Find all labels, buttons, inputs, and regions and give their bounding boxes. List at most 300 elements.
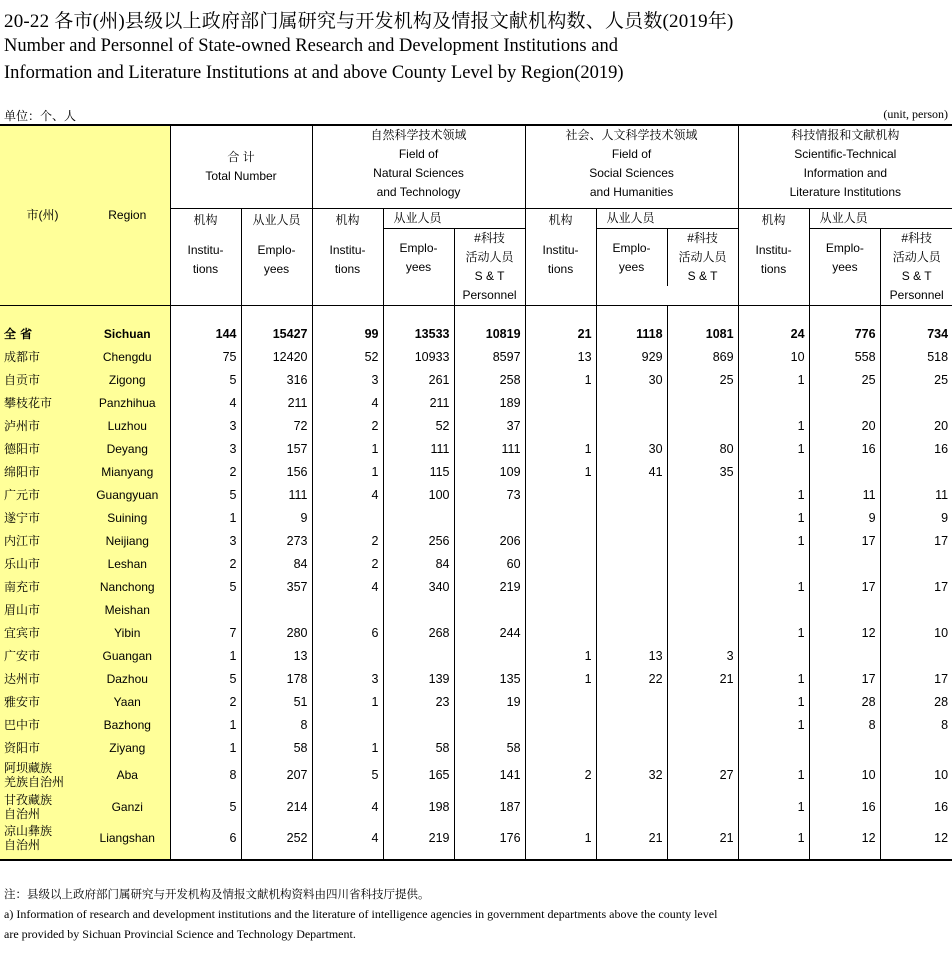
header-info-cn: 科技情报和文献机构	[791, 128, 900, 142]
cell-value	[596, 598, 667, 621]
cell-value	[667, 713, 738, 736]
cell-value: 58	[241, 736, 312, 759]
header-natural	[312, 125, 525, 209]
cell-value: 268	[383, 621, 454, 644]
cell-value	[525, 506, 596, 529]
cell-value	[667, 598, 738, 621]
region-name-cn: 全 省	[0, 322, 85, 345]
cell-value: 1	[312, 736, 383, 759]
cell-value	[880, 644, 952, 667]
cell-value	[525, 621, 596, 644]
cell-value	[667, 690, 738, 713]
header-social-en2: Social Sciences	[589, 166, 674, 180]
cell-value: 207	[241, 759, 312, 791]
cell-value: 10	[880, 621, 952, 644]
cell-value	[525, 736, 596, 759]
cell-value: 72	[241, 414, 312, 437]
cell-value	[383, 506, 454, 529]
table-row	[0, 322, 952, 345]
cell-value	[525, 713, 596, 736]
cell-value: 1	[525, 667, 596, 690]
table-row	[0, 552, 952, 575]
cell-value: 5	[170, 368, 241, 391]
cell-value	[525, 552, 596, 575]
cell-value: 21	[667, 823, 738, 860]
cell-value: 13	[525, 345, 596, 368]
header-social-en3: and Humanities	[589, 185, 674, 199]
cell-value: 189	[454, 391, 525, 414]
table-row	[0, 759, 952, 791]
cell-value: 9	[809, 506, 880, 529]
cell-value	[809, 391, 880, 414]
table-row	[0, 391, 952, 414]
cell-value: 3	[312, 368, 383, 391]
cell-value: 10	[880, 759, 952, 791]
region-name-en: Leshan	[85, 552, 170, 575]
cell-value	[809, 460, 880, 483]
cell-value: 1	[170, 713, 241, 736]
cell-value: 16	[809, 437, 880, 460]
cell-value: 518	[880, 345, 952, 368]
table-row	[0, 667, 952, 690]
cell-value: 10	[809, 759, 880, 791]
cell-value	[596, 575, 667, 598]
header-info-en2: Information and	[803, 166, 888, 180]
cell-value: 261	[383, 368, 454, 391]
region-name-cn: 资阳市	[0, 736, 85, 759]
cell-value: 16	[880, 437, 952, 460]
cell-value: 157	[241, 437, 312, 460]
cell-value	[667, 529, 738, 552]
cell-value: 4	[312, 823, 383, 860]
region-name-en: Ziyang	[85, 736, 170, 759]
cell-value: 1	[738, 368, 809, 391]
cell-value: 1	[738, 621, 809, 644]
cell-value: 80	[667, 437, 738, 460]
cell-value: 198	[383, 791, 454, 823]
cell-value	[667, 552, 738, 575]
cell-value	[454, 713, 525, 736]
header-region-cn: 市(州)	[0, 125, 85, 306]
cell-value	[312, 644, 383, 667]
cell-value	[525, 483, 596, 506]
header-info-en3: Literature Institutions	[789, 185, 902, 199]
cell-value: 1	[525, 368, 596, 391]
cell-value: 1	[312, 460, 383, 483]
header-natural-en2: Natural Sciences	[373, 166, 464, 180]
cell-value: 776	[809, 322, 880, 345]
cell-value: 4	[312, 483, 383, 506]
header-info-st: #科技 活动人员 S & T Personnel	[881, 229, 952, 306]
cell-value	[596, 736, 667, 759]
region-name-cn: 自贡市	[0, 368, 85, 391]
cell-value: 2	[312, 552, 383, 575]
region-name-cn: 眉山市	[0, 598, 85, 621]
cell-value: 5	[170, 791, 241, 823]
cell-value	[525, 529, 596, 552]
header-region-en: Region	[85, 125, 170, 306]
cell-value: 1	[738, 506, 809, 529]
cell-value: 73	[454, 483, 525, 506]
cell-value	[738, 736, 809, 759]
cell-value: 115	[383, 460, 454, 483]
header-info-emp-group	[809, 209, 952, 306]
header-natural-inst: 机构 Institu- tions	[312, 209, 383, 306]
region-name-cn: 达州市	[0, 667, 85, 690]
cell-value: 869	[667, 345, 738, 368]
cell-value	[667, 575, 738, 598]
cell-value: 1118	[596, 322, 667, 345]
cell-value: 12	[809, 823, 880, 860]
region-name-en: Mianyang	[85, 460, 170, 483]
cell-value: 58	[383, 736, 454, 759]
cell-value: 4	[170, 391, 241, 414]
cell-value: 1	[738, 791, 809, 823]
cell-value: 2	[170, 460, 241, 483]
cell-value: 273	[241, 529, 312, 552]
cell-value: 17	[809, 667, 880, 690]
footnotes	[4, 884, 717, 944]
region-name-en: Suining	[85, 506, 170, 529]
header-social	[525, 125, 738, 209]
cell-value	[809, 598, 880, 621]
cell-value: 1	[738, 575, 809, 598]
region-name-en: Neijiang	[85, 529, 170, 552]
table-row	[0, 791, 952, 823]
cell-value: 35	[667, 460, 738, 483]
cell-value	[880, 598, 952, 621]
region-name-en: Zigong	[85, 368, 170, 391]
cell-value: 1	[738, 483, 809, 506]
cell-value: 4	[312, 391, 383, 414]
cell-value: 1	[525, 460, 596, 483]
cell-value: 252	[241, 823, 312, 860]
cell-value: 21	[525, 322, 596, 345]
cell-value: 75	[170, 345, 241, 368]
cell-value	[809, 552, 880, 575]
region-name-cn: 乐山市	[0, 552, 85, 575]
region-name-cn: 攀枝花市	[0, 391, 85, 414]
cell-value: 3	[312, 667, 383, 690]
region-name-en: Yaan	[85, 690, 170, 713]
cell-value	[880, 460, 952, 483]
cell-value: 144	[170, 322, 241, 345]
cell-value: 84	[241, 552, 312, 575]
cell-value: 10933	[383, 345, 454, 368]
cell-value	[667, 391, 738, 414]
table-row	[0, 644, 952, 667]
cell-value: 30	[596, 437, 667, 460]
cell-value	[738, 552, 809, 575]
header-social-emp-cn: 从业人员	[597, 209, 738, 229]
header-social-emp: Emplo- yees	[612, 241, 651, 274]
cell-value: 30	[596, 368, 667, 391]
cell-value	[596, 552, 667, 575]
cell-value: 41	[596, 460, 667, 483]
cell-value: 357	[241, 575, 312, 598]
cell-value	[596, 529, 667, 552]
table-row	[0, 823, 952, 860]
header-social-en1: Field of	[611, 147, 652, 161]
cell-value	[880, 552, 952, 575]
header-info	[738, 125, 952, 209]
table-row	[0, 460, 952, 483]
cell-value: 11	[809, 483, 880, 506]
cell-value	[667, 414, 738, 437]
cell-value: 1	[312, 437, 383, 460]
cell-value: 8	[241, 713, 312, 736]
cell-value: 17	[809, 529, 880, 552]
cell-value: 111	[383, 437, 454, 460]
cell-value	[596, 506, 667, 529]
cell-value: 21	[667, 667, 738, 690]
cell-value	[312, 713, 383, 736]
cell-value	[738, 460, 809, 483]
cell-value: 17	[880, 667, 952, 690]
cell-value: 20	[809, 414, 880, 437]
region-name-en: Luzhou	[85, 414, 170, 437]
header-natural-emp-cn: 从业人员	[384, 209, 525, 229]
unit-label-cn: 单位：个、人	[4, 109, 77, 123]
note-cn: 注：县级以上政府部门属研究与开发机构及情报文献机构资料由四川省科技厅提供。	[4, 887, 430, 901]
region-name-cn: 南充市	[0, 575, 85, 598]
table-row	[0, 483, 952, 506]
cell-value: 16	[809, 791, 880, 823]
region-name-en: Nanchong	[85, 575, 170, 598]
cell-value: 10	[738, 345, 809, 368]
region-name-cn: 阿坝藏族 羌族自治州	[0, 759, 85, 791]
cell-value	[596, 391, 667, 414]
page-title-en-line2: Information and Literature Institutions at and above County Level by Region(2019)	[4, 63, 624, 83]
region-name-cn: 凉山彝族 自治州	[0, 823, 85, 860]
cell-value: 280	[241, 621, 312, 644]
cell-value: 1	[738, 759, 809, 791]
header-info-emp-cn: 从业人员	[810, 209, 952, 229]
cell-value: 12	[809, 621, 880, 644]
cell-value: 1	[738, 529, 809, 552]
cell-value	[454, 506, 525, 529]
cell-value: 52	[383, 414, 454, 437]
region-name-en: Bazhong	[85, 713, 170, 736]
cell-value: 340	[383, 575, 454, 598]
cell-value: 8	[880, 713, 952, 736]
cell-value: 1	[738, 414, 809, 437]
region-name-cn: 甘孜藏族 自治州	[0, 791, 85, 823]
cell-value	[596, 791, 667, 823]
cell-value: 1	[738, 667, 809, 690]
cell-value: 9	[880, 506, 952, 529]
cell-value	[454, 598, 525, 621]
header-total-emp: 从业人员 Emplo- yees	[241, 209, 312, 306]
cell-value	[880, 736, 952, 759]
cell-value	[667, 483, 738, 506]
cell-value: 25	[667, 368, 738, 391]
cell-value: 17	[880, 575, 952, 598]
cell-value: 13	[241, 644, 312, 667]
header-total-cn: 合 计	[227, 150, 255, 164]
cell-value: 3	[170, 437, 241, 460]
cell-value: 17	[809, 575, 880, 598]
cell-value	[667, 621, 738, 644]
cell-value: 12	[880, 823, 952, 860]
cell-value: 8	[809, 713, 880, 736]
cell-value: 1	[738, 713, 809, 736]
table-row	[0, 368, 952, 391]
cell-value	[880, 391, 952, 414]
cell-value: 1	[738, 690, 809, 713]
cell-value	[809, 736, 880, 759]
table-row	[0, 506, 952, 529]
cell-value	[667, 791, 738, 823]
cell-value: 23	[383, 690, 454, 713]
cell-value: 219	[383, 823, 454, 860]
cell-value: 17	[880, 529, 952, 552]
header-natural-cn: 自然科学技术领域	[370, 128, 467, 142]
cell-value: 51	[241, 690, 312, 713]
cell-value: 52	[312, 345, 383, 368]
cell-value: 156	[241, 460, 312, 483]
region-name-cn: 宜宾市	[0, 621, 85, 644]
header-info-en1: Scientific-Technical	[794, 147, 897, 161]
cell-value: 1081	[667, 322, 738, 345]
cell-value	[525, 598, 596, 621]
header-info-inst: 机构 Institu- tions	[738, 209, 809, 306]
cell-value: 13	[596, 644, 667, 667]
cell-value: 25	[809, 368, 880, 391]
table-row	[0, 437, 952, 460]
cell-value: 5	[170, 483, 241, 506]
header-info-emp: Emplo- yees	[825, 241, 864, 274]
table-row	[0, 736, 952, 759]
cell-value: 3	[667, 644, 738, 667]
cell-value: 176	[454, 823, 525, 860]
table-body	[0, 306, 952, 861]
cell-value: 214	[241, 791, 312, 823]
cell-value: 58	[454, 736, 525, 759]
cell-value: 5	[170, 575, 241, 598]
page-title-en-line1: Number and Personnel of State-owned Research and Development Institutions and	[4, 36, 618, 56]
header-natural-emp: Emplo- yees	[399, 241, 438, 274]
cell-value: 734	[880, 322, 952, 345]
cell-value: 244	[454, 621, 525, 644]
cell-value	[383, 644, 454, 667]
cell-value: 1	[170, 736, 241, 759]
cell-value: 16	[880, 791, 952, 823]
cell-value: 28	[880, 690, 952, 713]
region-name-cn: 德阳市	[0, 437, 85, 460]
cell-value	[667, 506, 738, 529]
header-natural-en1: Field of	[398, 147, 439, 161]
cell-value: 2	[312, 414, 383, 437]
cell-value: 178	[241, 667, 312, 690]
region-name-en: Panzhihua	[85, 391, 170, 414]
cell-value	[383, 713, 454, 736]
cell-value: 3	[170, 414, 241, 437]
cell-value	[596, 621, 667, 644]
cell-value: 2	[525, 759, 596, 791]
cell-value: 165	[383, 759, 454, 791]
cell-value: 258	[454, 368, 525, 391]
cell-value: 219	[454, 575, 525, 598]
cell-value: 100	[383, 483, 454, 506]
table-row	[0, 575, 952, 598]
table-row	[0, 345, 952, 368]
cell-value: 19	[454, 690, 525, 713]
cell-value	[596, 483, 667, 506]
cell-value	[738, 391, 809, 414]
note-en-line1: a) Information of research and development institutions and the literature of intelligence agencies in government departments above the county level	[4, 907, 718, 921]
region-name-en: Guangyuan	[85, 483, 170, 506]
cell-value: 4	[312, 575, 383, 598]
cell-value: 111	[241, 483, 312, 506]
cell-value	[383, 598, 454, 621]
cell-value: 1	[525, 644, 596, 667]
cell-value	[525, 690, 596, 713]
cell-value: 13533	[383, 322, 454, 345]
header-total	[170, 125, 312, 209]
cell-value	[170, 598, 241, 621]
cell-value	[809, 644, 880, 667]
region-name-cn: 成都市	[0, 345, 85, 368]
table-row	[0, 713, 952, 736]
region-name-en: Ganzi	[85, 791, 170, 823]
cell-value	[596, 414, 667, 437]
unit-label-en: (unit, person)	[883, 107, 948, 121]
header-natural-emp-group	[383, 209, 525, 306]
cell-value: 2	[170, 690, 241, 713]
cell-value	[525, 391, 596, 414]
header-natural-st: #科技 活动人员 S & T Personnel	[454, 229, 525, 306]
cell-value: 2	[312, 529, 383, 552]
cell-value: 1	[312, 690, 383, 713]
cell-value: 22	[596, 667, 667, 690]
header-social-inst: 机构 Institu- tions	[525, 209, 596, 306]
cell-value	[738, 644, 809, 667]
header-natural-en3: and Technology	[376, 185, 461, 199]
cell-value: 211	[241, 391, 312, 414]
cell-value: 316	[241, 368, 312, 391]
cell-value	[596, 713, 667, 736]
page-title: 20-22 各市(州)县级以上政府部门属研究与开发机构及情报文献机构数、人员数(2019年)	[4, 11, 734, 32]
cell-value: 2	[170, 552, 241, 575]
cell-value: 20	[880, 414, 952, 437]
cell-value	[667, 736, 738, 759]
cell-value: 6	[170, 823, 241, 860]
cell-value: 558	[809, 345, 880, 368]
cell-value: 5	[170, 667, 241, 690]
cell-value: 37	[454, 414, 525, 437]
cell-value	[454, 644, 525, 667]
cell-value: 3	[170, 529, 241, 552]
cell-value: 24	[738, 322, 809, 345]
table-row	[0, 621, 952, 644]
cell-value	[525, 791, 596, 823]
table-row	[0, 598, 952, 621]
cell-value: 28	[809, 690, 880, 713]
cell-value: 6	[312, 621, 383, 644]
header-total-en: Total Number	[205, 169, 277, 183]
region-name-en: Aba	[85, 759, 170, 791]
region-name-cn: 遂宁市	[0, 506, 85, 529]
cell-value: 929	[596, 345, 667, 368]
note-en-line2: are provided by Sichuan Provincial Science and Technology Department.	[4, 927, 356, 941]
cell-value: 32	[596, 759, 667, 791]
cell-value: 27	[667, 759, 738, 791]
cell-value: 256	[383, 529, 454, 552]
cell-value: 1	[738, 823, 809, 860]
cell-value: 4	[312, 791, 383, 823]
region-name-cn: 泸州市	[0, 414, 85, 437]
